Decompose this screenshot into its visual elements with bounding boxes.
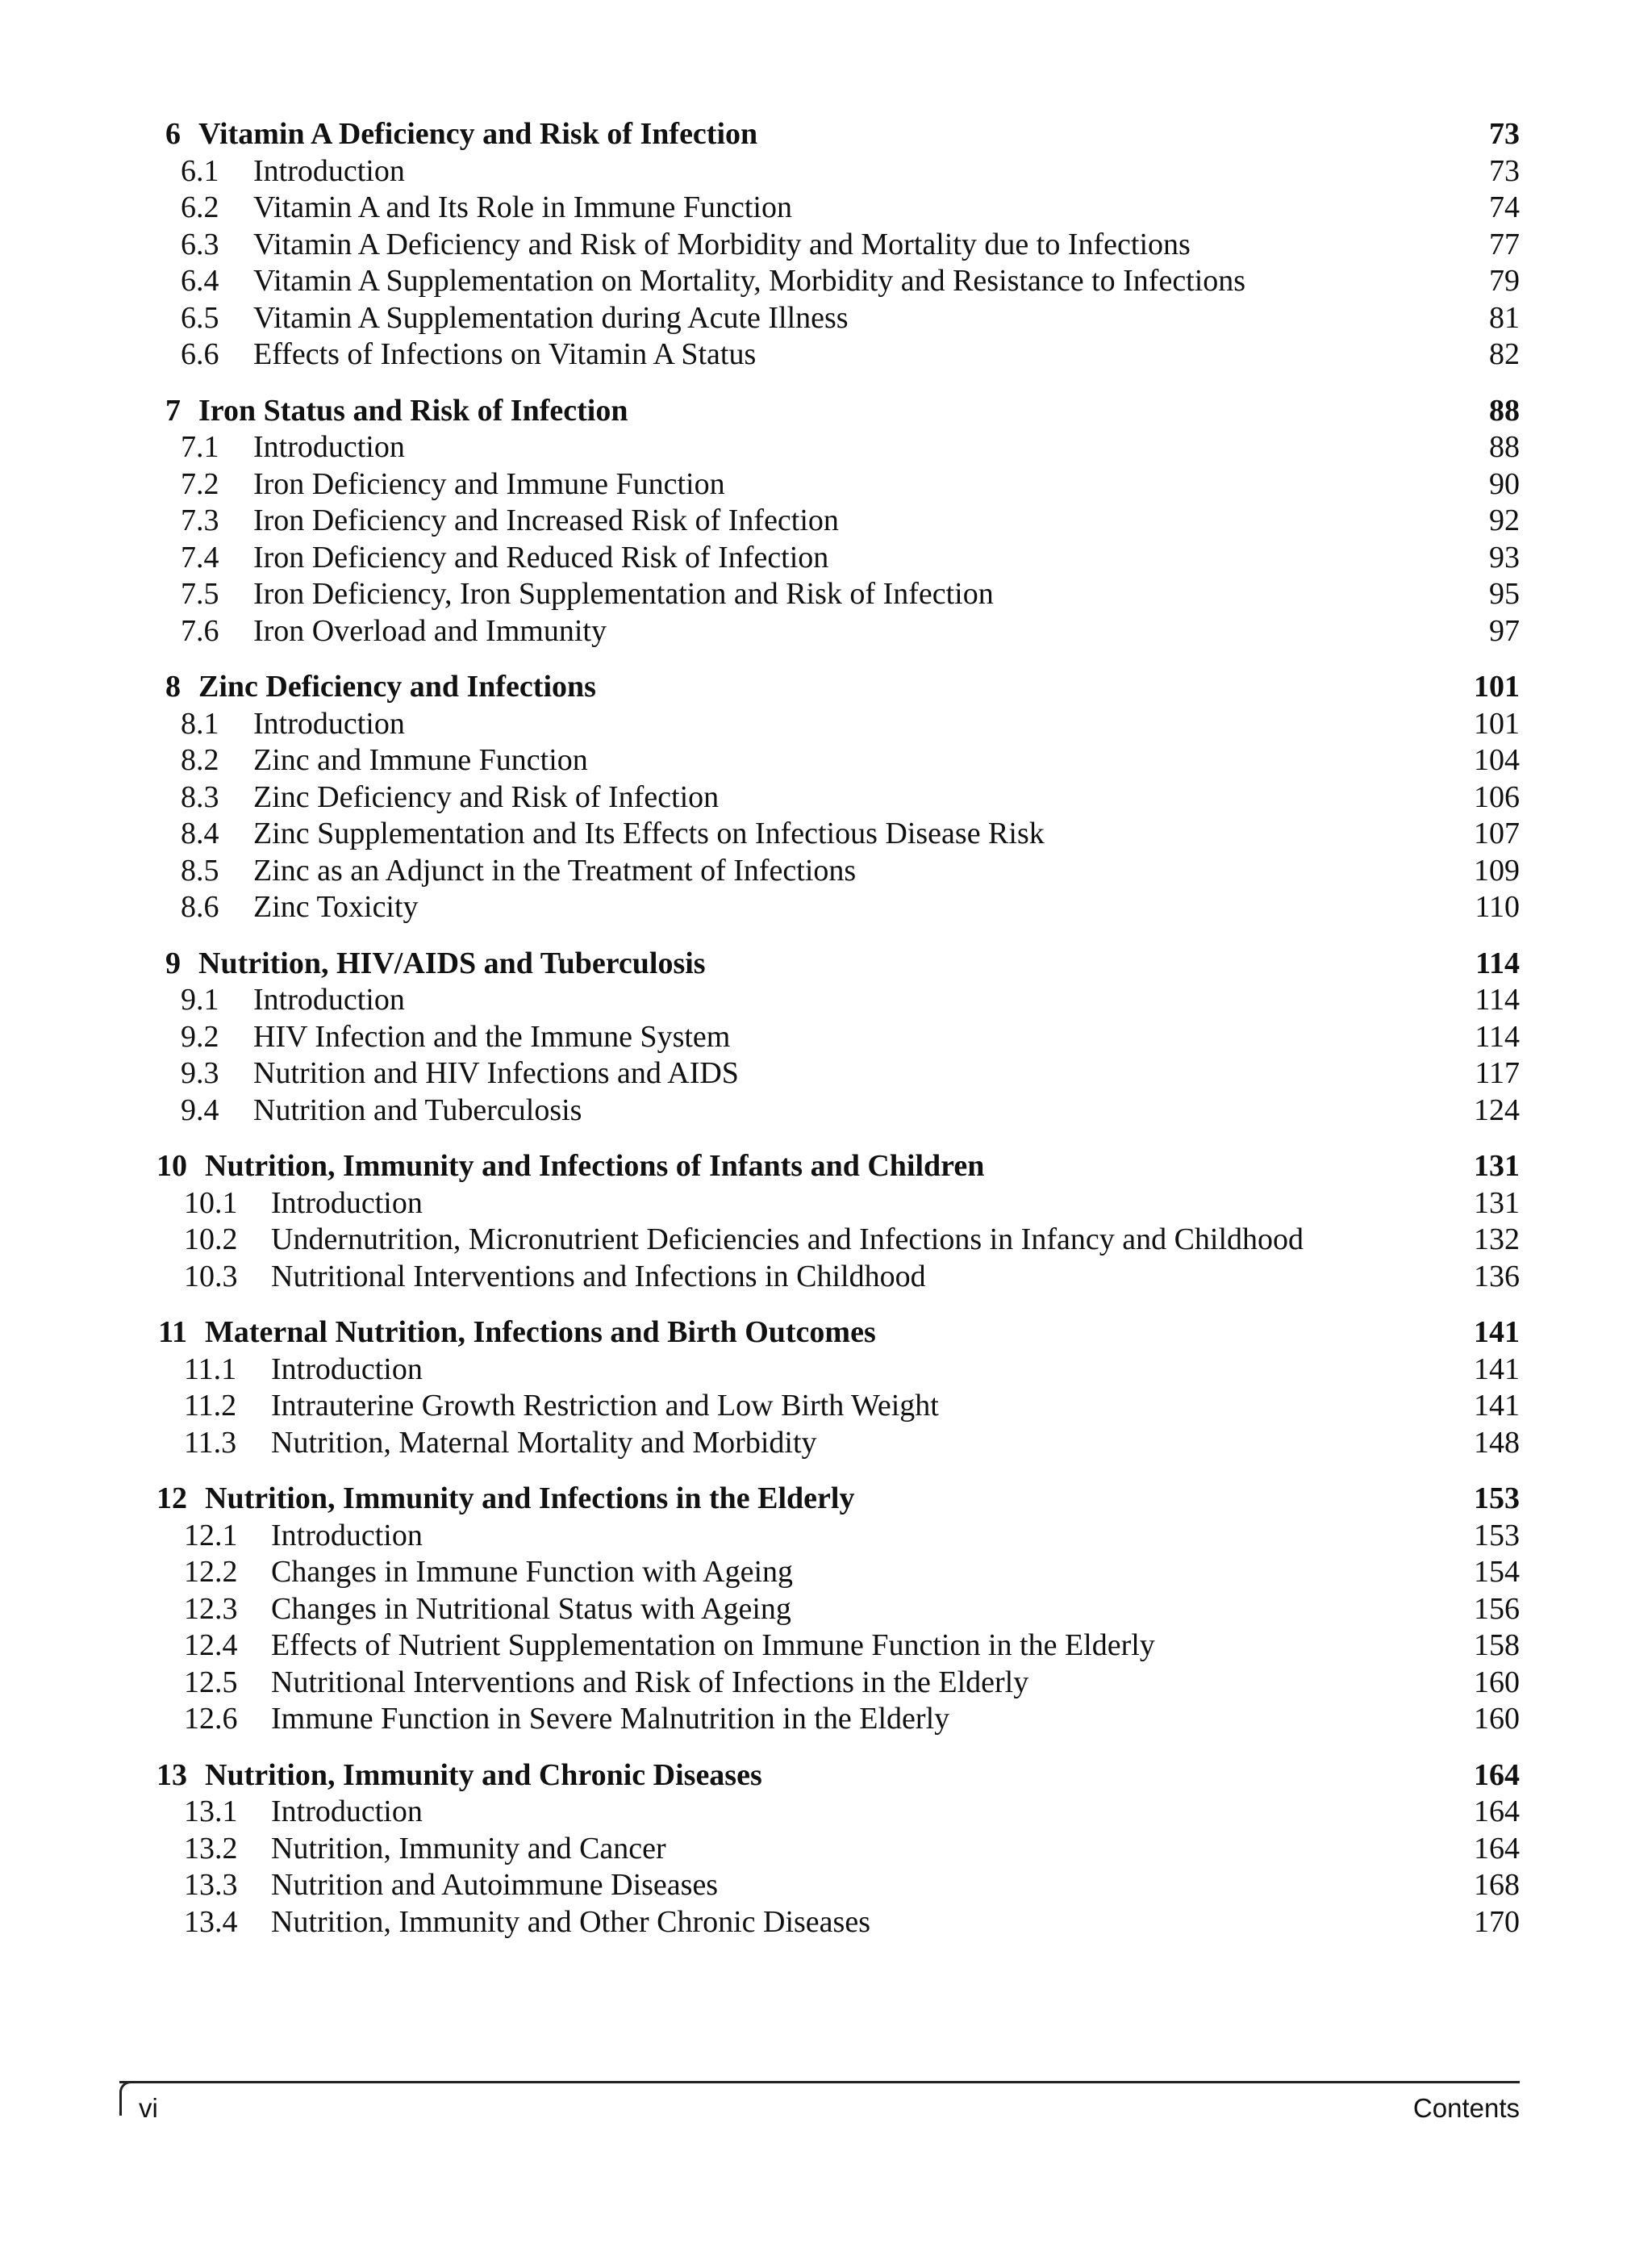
chapter-title: Nutrition, Immunity and Chronic Diseases (205, 1757, 762, 1792)
toc-section-entry[interactable] (119, 706, 1520, 743)
footer-page-number: vi (139, 2093, 158, 2123)
section-number: 13.4 (184, 1904, 238, 1939)
chapter-page-number: 153 (1474, 1481, 1520, 1515)
section-page-number: 73 (1489, 153, 1520, 188)
section-number: 9.2 (181, 1019, 219, 1054)
toc-section-entry[interactable] (119, 336, 1520, 374)
section-number: 7.5 (181, 577, 219, 611)
section-page-number: 141 (1474, 1352, 1520, 1386)
chapter-number: 6 (165, 117, 181, 151)
toc-chapter (119, 116, 1520, 374)
chapter-number: 9 (165, 946, 181, 980)
section-number: 11.1 (184, 1352, 237, 1386)
section-number: 7.3 (181, 503, 219, 537)
toc-section-entry[interactable] (119, 1665, 1520, 1702)
section-page-number: 156 (1474, 1591, 1520, 1626)
section-number: 10.3 (184, 1259, 238, 1293)
chapter-number: 12 (156, 1481, 187, 1515)
section-page-number: 154 (1474, 1555, 1520, 1589)
toc-section-entry[interactable] (119, 1701, 1520, 1738)
section-page-number: 131 (1474, 1185, 1520, 1220)
section-page-number: 104 (1474, 743, 1520, 777)
section-title: Iron Deficiency and Increased Risk of Infection (253, 503, 839, 537)
section-number: 12.3 (184, 1591, 238, 1626)
section-number: 12.6 (184, 1702, 238, 1736)
chapter-page-number: 114 (1475, 946, 1520, 980)
section-number: 8.4 (181, 817, 219, 850)
chapter-title: Nutrition, HIV/AIDS and Tuberculosis (198, 946, 706, 980)
chapter-heading[interactable] (119, 1481, 1520, 1518)
section-page-number: 124 (1474, 1093, 1520, 1127)
toc-section-entry[interactable] (119, 576, 1520, 613)
chapter-heading[interactable] (119, 1314, 1520, 1352)
section-page-number: 82 (1489, 337, 1520, 371)
chapter-heading[interactable] (119, 669, 1520, 706)
toc-chapter (119, 1757, 1520, 1941)
toc-section-entry[interactable] (119, 153, 1520, 190)
chapter-number: 11 (158, 1315, 187, 1349)
section-page-number: 132 (1474, 1222, 1520, 1256)
chapter-heading[interactable] (119, 393, 1520, 430)
toc-chapter (119, 1314, 1520, 1461)
toc-section-entry[interactable] (119, 1019, 1520, 1056)
section-page-number: 93 (1489, 540, 1520, 574)
chapter-number: 8 (165, 670, 181, 704)
toc-chapter (119, 393, 1520, 650)
section-page-number: 164 (1474, 1831, 1520, 1866)
section-number: 7.2 (181, 466, 219, 501)
chapter-heading[interactable] (119, 1757, 1520, 1794)
section-page-number: 77 (1489, 227, 1520, 261)
section-title: Nutrition, Maternal Mortality and Morbidity (271, 1425, 817, 1460)
section-title: Introduction (271, 1352, 423, 1386)
section-number: 9.3 (181, 1056, 219, 1090)
section-title: Iron Deficiency and Immune Function (253, 466, 725, 501)
toc-section-entry[interactable] (119, 263, 1520, 300)
toc-section-entry[interactable] (119, 1388, 1520, 1425)
section-title: Introduction (253, 983, 405, 1017)
table-of-contents (119, 116, 1520, 1960)
section-title: Nutritional Interventions and Risk of Infections in the Elderly (271, 1665, 1029, 1699)
section-number: 11.3 (184, 1425, 237, 1460)
section-page-number: 168 (1474, 1868, 1520, 1902)
toc-section-entry[interactable] (119, 613, 1520, 650)
section-title: Nutrition, Immunity and Cancer (271, 1831, 666, 1866)
section-title: Nutrition and Autoimmune Diseases (271, 1868, 719, 1902)
section-page-number: 92 (1489, 503, 1520, 537)
section-title: Vitamin A Supplementation during Acute Illness (253, 300, 849, 335)
section-page-number: 160 (1474, 1702, 1520, 1736)
section-number: 8.5 (181, 853, 219, 888)
toc-section-entry[interactable] (119, 1425, 1520, 1462)
section-page-number: 95 (1489, 577, 1520, 611)
section-number: 7.1 (181, 430, 219, 464)
section-title: Zinc and Immune Function (253, 743, 588, 777)
toc-section-entry[interactable] (119, 982, 1520, 1019)
section-number: 6.1 (181, 153, 219, 188)
section-title: HIV Infection and the Immune System (253, 1019, 731, 1054)
chapter-heading[interactable] (119, 1148, 1520, 1185)
section-number: 7.6 (181, 613, 219, 648)
section-page-number: 90 (1489, 466, 1520, 501)
section-page-number: 164 (1474, 1794, 1520, 1828)
section-title: Intrauterine Growth Restriction and Low Birth Weight (271, 1389, 939, 1423)
toc-section-entry[interactable] (119, 1794, 1520, 1831)
toc-chapter (119, 669, 1520, 926)
section-page-number: 136 (1474, 1259, 1520, 1293)
section-title: Changes in Immune Function with Ageing (271, 1555, 794, 1589)
section-number: 11.2 (184, 1389, 237, 1423)
section-title: Nutritional Interventions and Infections in Childhood (271, 1259, 926, 1293)
section-title: Introduction (271, 1518, 423, 1552)
section-title: Nutrition and HIV Infections and AIDS (253, 1056, 739, 1090)
toc-section-entry[interactable] (119, 1867, 1520, 1904)
section-page-number: 97 (1489, 613, 1520, 648)
section-title: Effects of Infections on Vitamin A Status (253, 337, 757, 371)
section-page-number: 153 (1474, 1518, 1520, 1552)
section-page-number: 114 (1475, 983, 1520, 1017)
section-number: 8.3 (181, 779, 219, 814)
section-title: Zinc as an Adjunct in the Treatment of Infections (253, 853, 857, 888)
toc-section-entry[interactable] (119, 1222, 1520, 1259)
toc-chapter (119, 1148, 1520, 1295)
chapter-title: Maternal Nutrition, Infections and Birth Outcomes (205, 1315, 876, 1349)
section-page-number: 79 (1489, 264, 1520, 298)
section-title: Zinc Supplementation and Its Effects on Infectious Disease Risk (253, 817, 1045, 850)
section-number: 6.4 (181, 264, 219, 298)
section-number: 10.1 (184, 1185, 238, 1220)
toc-section-entry[interactable] (119, 300, 1520, 337)
chapter-heading[interactable] (119, 116, 1520, 153)
section-number: 13.1 (184, 1794, 238, 1828)
section-title: Undernutrition, Micronutrient Deficiencies and Infections in Infancy and Childhood (271, 1222, 1304, 1256)
section-number: 9.1 (181, 983, 219, 1017)
chapter-number: 13 (156, 1757, 187, 1792)
toc-section-entry[interactable] (119, 1831, 1520, 1868)
section-page-number: 81 (1489, 300, 1520, 335)
chapter-number: 10 (156, 1149, 187, 1183)
toc-section-entry[interactable] (119, 816, 1520, 853)
chapter-title: Zinc Deficiency and Infections (198, 670, 596, 704)
toc-section-entry[interactable] (119, 853, 1520, 890)
section-number: 13.2 (184, 1831, 238, 1866)
section-title: Immune Function in Severe Malnutrition in the Elderly (271, 1702, 950, 1736)
section-title: Iron Deficiency and Reduced Risk of Infection (253, 540, 829, 574)
chapter-page-number: 73 (1489, 117, 1520, 151)
section-number: 7.4 (181, 540, 219, 574)
section-number: 8.6 (181, 890, 219, 924)
section-page-number: 141 (1474, 1389, 1520, 1423)
section-number: 13.3 (184, 1868, 238, 1902)
toc-section-entry[interactable] (119, 227, 1520, 264)
section-number: 8.1 (181, 706, 219, 741)
toc-section-entry[interactable] (119, 742, 1520, 779)
section-page-number: 88 (1489, 430, 1520, 464)
section-page-number: 109 (1474, 853, 1520, 888)
chapter-page-number: 131 (1474, 1149, 1520, 1183)
section-title: Changes in Nutritional Status with Ageing (271, 1591, 791, 1626)
section-page-number: 117 (1475, 1056, 1520, 1090)
toc-section-entry[interactable] (119, 540, 1520, 577)
section-page-number: 114 (1475, 1019, 1520, 1054)
footer-rule-corner (119, 2081, 133, 2116)
chapter-title: Vitamin A Deficiency and Risk of Infection (198, 117, 758, 151)
section-page-number: 158 (1474, 1628, 1520, 1662)
section-number: 12.4 (184, 1628, 238, 1662)
section-number: 6.2 (181, 190, 219, 224)
section-number: 8.2 (181, 743, 219, 777)
section-title: Nutrition, Immunity and Other Chronic Diseases (271, 1904, 870, 1939)
section-page-number: 148 (1474, 1425, 1520, 1460)
section-number: 9.4 (181, 1093, 219, 1127)
chapter-page-number: 141 (1474, 1315, 1520, 1349)
section-number: 6.5 (181, 300, 219, 335)
section-title: Vitamin A and Its Role in Immune Function (253, 190, 792, 224)
section-title: Iron Deficiency, Iron Supplementation and Risk of Infection (253, 577, 994, 611)
section-page-number: 106 (1474, 779, 1520, 814)
section-number: 12.2 (184, 1555, 238, 1589)
section-title: Introduction (253, 430, 405, 464)
chapter-number: 7 (165, 393, 181, 428)
toc-section-entry[interactable] (119, 779, 1520, 817)
section-title: Effects of Nutrient Supplementation on Immune Function in the Elderly (271, 1628, 1155, 1662)
chapter-heading[interactable] (119, 946, 1520, 983)
chapter-page-number: 164 (1474, 1757, 1520, 1792)
toc-section-entry[interactable] (119, 1055, 1520, 1093)
toc-section-entry[interactable] (119, 1093, 1520, 1130)
toc-section-entry[interactable] (119, 1518, 1520, 1555)
section-title: Introduction (271, 1185, 423, 1220)
toc-section-entry[interactable] (119, 1904, 1520, 1941)
section-page-number: 170 (1474, 1904, 1520, 1939)
section-number: 12.1 (184, 1518, 238, 1552)
chapter-title: Iron Status and Risk of Infection (198, 393, 628, 428)
chapter-title: Nutrition, Immunity and Infections in the Elderly (205, 1481, 855, 1515)
footer-rule (119, 2081, 1520, 2083)
toc-chapter (119, 946, 1520, 1130)
section-page-number: 107 (1474, 817, 1520, 850)
chapter-page-number: 101 (1474, 670, 1520, 704)
toc-section-entry[interactable] (119, 1352, 1520, 1389)
section-title: Nutrition and Tuberculosis (253, 1093, 582, 1127)
section-number: 6.6 (181, 337, 219, 371)
toc-section-entry[interactable] (119, 1627, 1520, 1665)
section-title: Vitamin A Deficiency and Risk of Morbidity and Mortality due to Infections (253, 227, 1191, 261)
toc-section-entry[interactable] (119, 1185, 1520, 1222)
section-number: 12.5 (184, 1665, 238, 1699)
section-title: Introduction (271, 1794, 423, 1828)
toc-section-entry[interactable] (119, 429, 1520, 466)
chapter-title: Nutrition, Immunity and Infections of Infants and Children (205, 1149, 985, 1183)
toc-section-entry[interactable] (119, 1554, 1520, 1591)
chapter-page-number: 88 (1489, 393, 1520, 428)
toc-section-entry[interactable] (119, 466, 1520, 503)
toc-section-entry[interactable] (119, 1259, 1520, 1296)
toc-section-entry[interactable] (119, 503, 1520, 540)
toc-chapter (119, 1481, 1520, 1738)
footer-running-title: Contents (1412, 2093, 1520, 2123)
section-page-number: 101 (1474, 706, 1520, 741)
section-page-number: 74 (1489, 190, 1520, 224)
section-number: 10.2 (184, 1222, 238, 1256)
section-title: Introduction (253, 153, 405, 188)
section-title: Zinc Toxicity (253, 890, 419, 924)
section-number: 6.3 (181, 227, 219, 261)
toc-section-entry[interactable] (119, 1591, 1520, 1628)
section-title: Iron Overload and Immunity (253, 613, 607, 648)
toc-section-entry[interactable] (119, 190, 1520, 227)
section-title: Introduction (253, 706, 405, 741)
section-page-number: 110 (1475, 890, 1520, 924)
section-title: Vitamin A Supplementation on Mortality, Morbidity and Resistance to Infections (253, 264, 1246, 298)
toc-section-entry[interactable] (119, 889, 1520, 926)
section-page-number: 160 (1474, 1665, 1520, 1699)
section-title: Zinc Deficiency and Risk of Infection (253, 779, 720, 814)
